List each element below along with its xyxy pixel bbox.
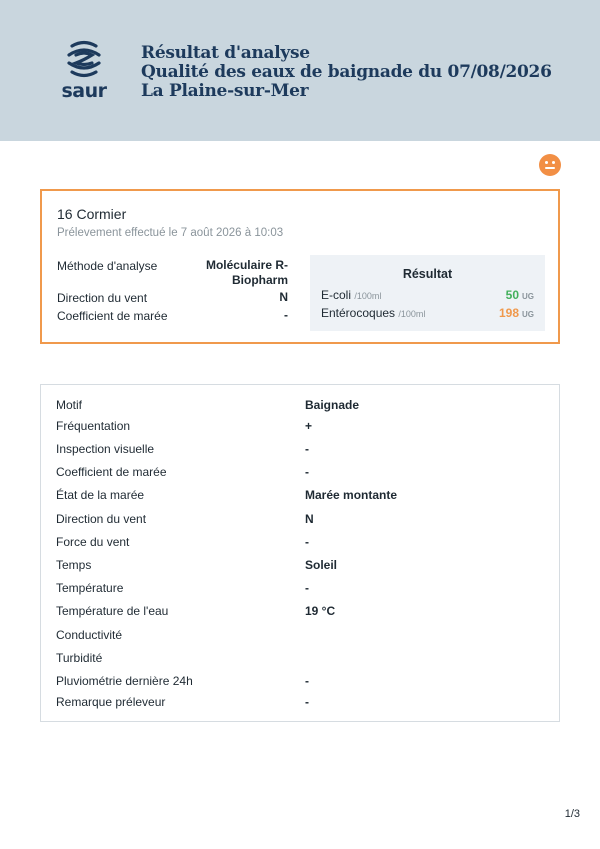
detail-label: Température de l'eau — [56, 604, 169, 618]
detail-label: Inspection visuelle — [56, 442, 155, 456]
enterococci-value-unit: UG — [522, 310, 534, 319]
page-header — [0, 0, 600, 141]
enterococci-name: Entérocoques /100ml — [321, 306, 426, 320]
detail-label: Coefficient de marée — [56, 465, 167, 479]
tide-coefficient-value: - — [284, 308, 288, 322]
details-table — [40, 384, 560, 722]
detail-value: Marée montante — [305, 488, 398, 502]
detail-value: Soleil — [305, 558, 338, 572]
detail-row-sampler-remark — [41, 695, 559, 713]
detail-row-turbidity — [41, 651, 559, 669]
result-panel — [310, 255, 545, 331]
ecoli-number: 50 — [505, 288, 519, 302]
detail-row-tide-state — [41, 488, 559, 506]
detail-row-wind-force — [41, 535, 559, 553]
detail-row-tide-coefficient — [41, 465, 559, 483]
ecoli-name: E-coli /100ml — [321, 288, 382, 302]
face-mouth — [545, 167, 555, 169]
detail-row-weather — [41, 558, 559, 576]
method-value: Moléculaire R-Biopharm — [205, 258, 288, 287]
detail-label: Temps — [56, 558, 92, 572]
detail-row-wind-direction — [41, 512, 559, 530]
detail-row-frequentation — [41, 419, 559, 437]
ecoli-row — [321, 288, 534, 304]
detail-row-temperature — [41, 581, 559, 599]
wind-direction-value: N — [279, 290, 288, 304]
detail-row-water-temperature — [41, 604, 559, 622]
detail-value: - — [305, 581, 309, 595]
result-title: Résultat — [402, 267, 453, 281]
face-eye-left — [545, 161, 548, 164]
title-line-3: La Plaine-sur-Mer — [141, 81, 309, 101]
detail-value: + — [305, 419, 313, 433]
detail-value: - — [305, 535, 309, 549]
enterococci-number: 198 — [498, 306, 519, 320]
page-number: 1/3 — [564, 808, 580, 820]
detail-row-inspection — [41, 442, 559, 460]
logo-text: saur — [61, 80, 107, 102]
detail-label: Force du vent — [56, 535, 130, 549]
method-label: Méthode d'analyse — [57, 259, 158, 273]
detail-value: - — [305, 465, 309, 479]
face-eye-right — [552, 161, 555, 164]
detail-value: - — [305, 674, 309, 688]
detail-label: Motif — [56, 398, 83, 412]
page-title — [141, 44, 552, 101]
title-line-2: Qualité des eaux de baignade du 07/08/2026 — [141, 62, 552, 82]
wind-direction-label: Direction du vent — [57, 291, 148, 305]
enterococci-unit: /100ml — [398, 309, 426, 319]
detail-value: N — [305, 512, 314, 526]
detail-row-motif — [41, 398, 559, 416]
enterococci-row — [321, 306, 534, 322]
detail-value: Baignade — [305, 398, 360, 412]
ecoli-unit: /100ml — [354, 291, 382, 301]
detail-label: Direction du vent — [56, 512, 147, 526]
station-name: 16 Cormier — [57, 206, 127, 222]
detail-label: Pluviométrie dernière 24h — [56, 674, 193, 688]
sampling-date: Prélevement effectué le 7 août 2026 à 10:03 — [57, 227, 284, 239]
detail-row-conductivity — [41, 628, 559, 646]
detail-label: Température — [56, 581, 124, 595]
neutral-face-icon — [539, 154, 561, 176]
saur-wave-icon — [67, 40, 101, 78]
saur-logo — [58, 40, 110, 102]
ecoli-value — [506, 288, 534, 302]
result-card — [40, 189, 560, 344]
tide-coefficient-label: Coefficient de marée — [57, 309, 168, 323]
detail-value: - — [305, 442, 309, 456]
detail-label: Conductivité — [56, 628, 123, 642]
detail-row-rainfall — [41, 674, 559, 692]
detail-value: - — [305, 695, 309, 709]
detail-label: Fréquentation — [56, 419, 131, 433]
detail-label: Turbidité — [56, 651, 103, 665]
detail-label: Remarque préleveur — [56, 695, 166, 709]
detail-label: État de la marée — [56, 488, 145, 502]
ecoli-value-unit: UG — [522, 292, 534, 301]
detail-value: 19 °C — [305, 604, 336, 618]
title-line-1: Résultat d'analyse — [141, 43, 310, 63]
enterococci-value — [499, 306, 534, 320]
